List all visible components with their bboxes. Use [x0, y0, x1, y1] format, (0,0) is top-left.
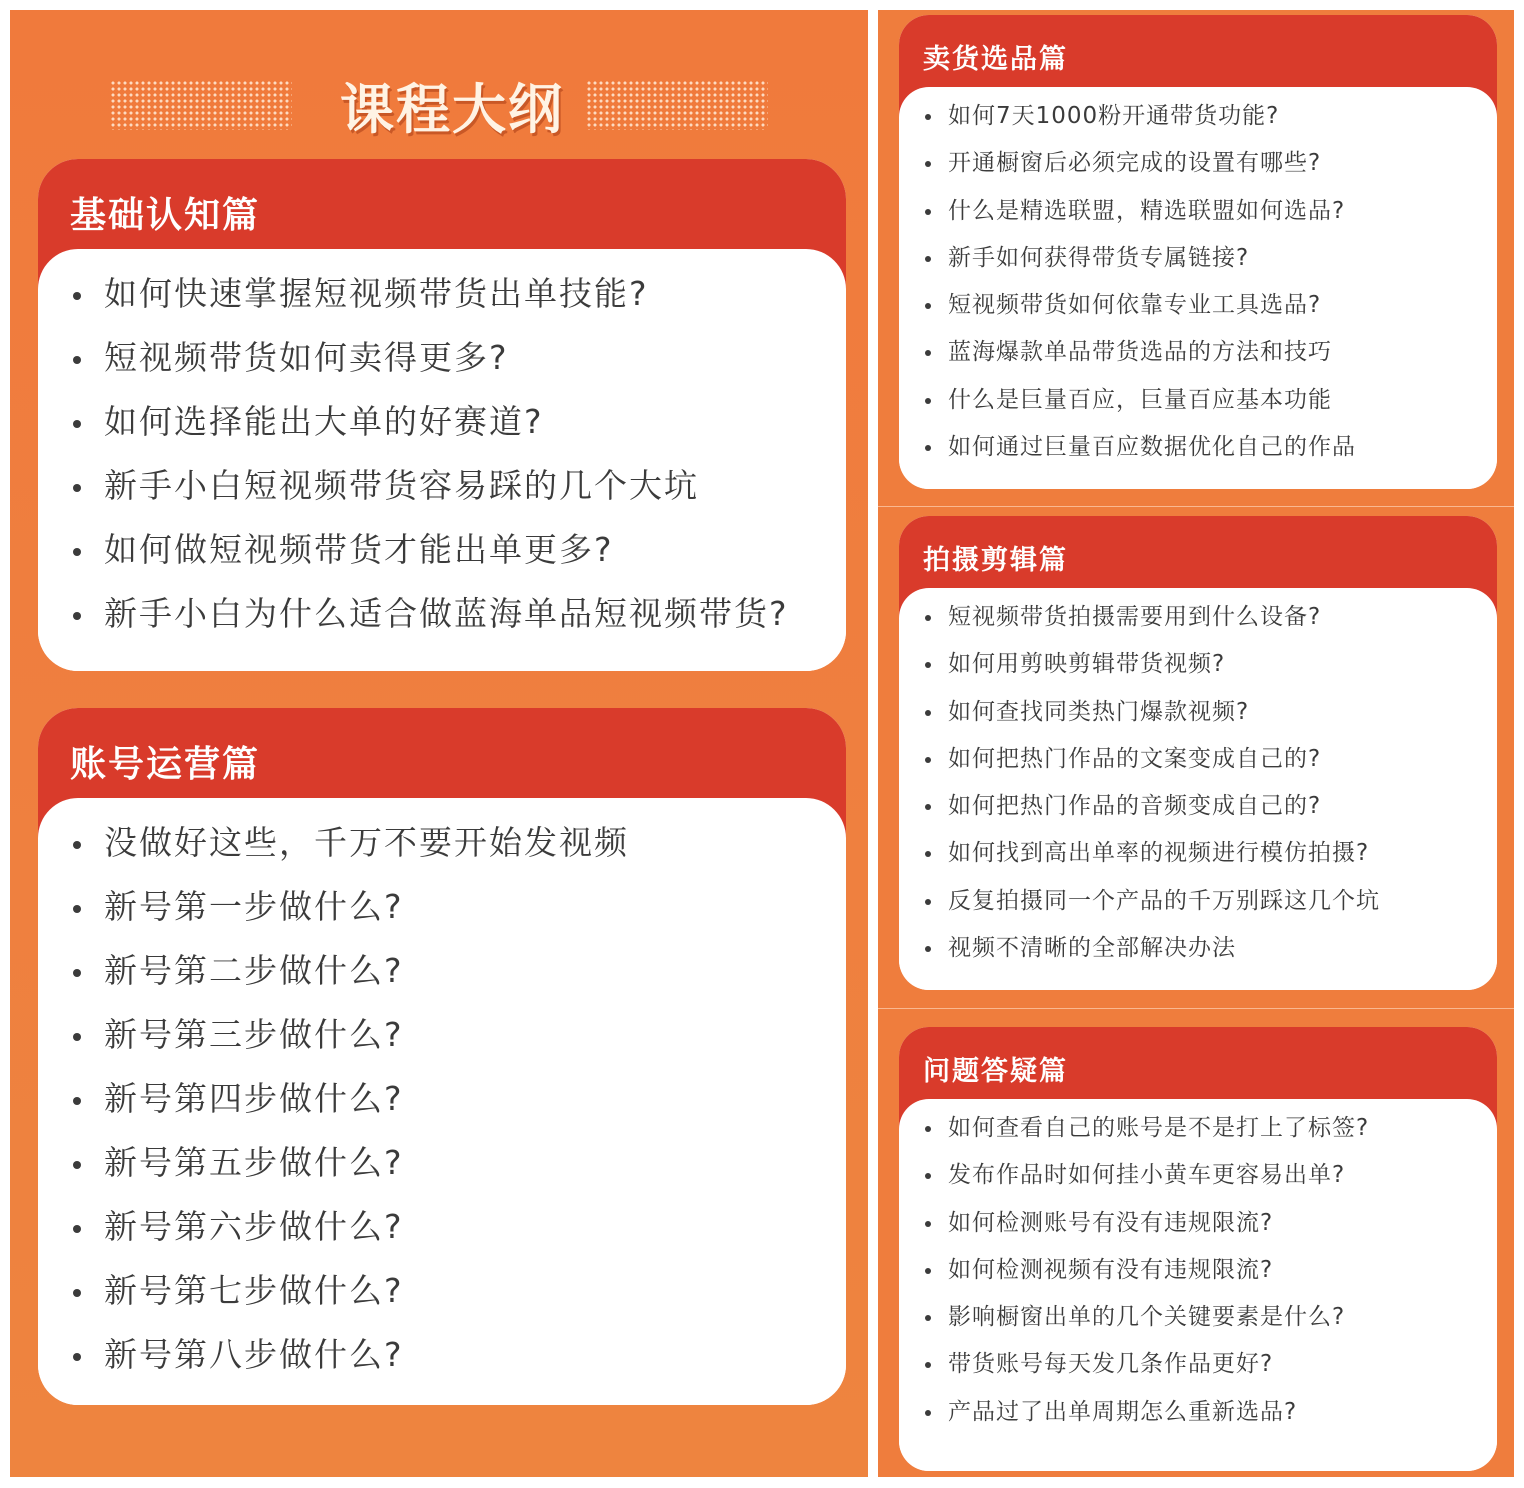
- list-item: [38, 262, 846, 326]
- bullet-icon: [73, 905, 81, 913]
- list-item-text: 如何检测视频有没有违规限流?: [948, 1256, 1274, 1283]
- list-item-text: 如何通过巨量百应数据优化自己的作品: [948, 434, 1356, 461]
- list-item: [38, 811, 846, 875]
- list-item: [899, 925, 1497, 972]
- list-item-text: 新号第一步做什么?: [104, 887, 404, 926]
- bullet-icon: [73, 1161, 81, 1169]
- list-item: [38, 1003, 846, 1067]
- section-account: [38, 708, 846, 1405]
- list-item-text: 产品过了出单周期怎么重新选品?: [948, 1398, 1298, 1425]
- list-item: [899, 1389, 1497, 1436]
- bullet-icon: [925, 615, 931, 621]
- bullet-icon: [925, 662, 931, 668]
- list-item-text: 新号第四步做什么?: [104, 1079, 404, 1118]
- list-item-text: 如何做短视频带货才能出单更多?: [104, 530, 614, 569]
- bullet-icon: [73, 484, 81, 492]
- list-item: [899, 689, 1497, 736]
- list-item-text: 如何查找同类热门爆款视频?: [948, 698, 1250, 725]
- list-item: [38, 454, 846, 518]
- bullet-icon: [925, 303, 931, 309]
- section-title: 拍摄剪辑篇: [923, 545, 1068, 576]
- list-item-text: 影响橱窗出单的几个关键要素是什么?: [948, 1304, 1346, 1331]
- section-basics: [38, 159, 846, 671]
- list-item-text: 新号第三步做什么?: [104, 1015, 404, 1054]
- bullet-icon: [925, 209, 931, 215]
- bullet-icon: [73, 1225, 81, 1233]
- list-item: [899, 878, 1497, 925]
- list-item-text: 新号第六步做什么?: [104, 1207, 404, 1246]
- list-item-text: 短视频带货如何卖得更多?: [104, 338, 509, 377]
- section-shooting: [899, 516, 1497, 990]
- item-list: [38, 262, 846, 646]
- bullet-icon: [73, 292, 81, 300]
- section-title: 账号运营篇: [70, 744, 261, 785]
- list-item-text: 如何用剪映剪辑带货视频?: [948, 651, 1226, 678]
- bullet-icon: [73, 1289, 81, 1297]
- list-item: [38, 939, 846, 1003]
- bullet-icon: [925, 946, 931, 952]
- list-item: [899, 1341, 1497, 1388]
- list-item: [899, 1294, 1497, 1341]
- list-item-text: 如何选择能出大单的好赛道?: [104, 402, 544, 441]
- bullet-icon: [925, 1221, 931, 1227]
- list-item-text: 发布作品时如何挂小黄车更容易出单?: [948, 1162, 1346, 1189]
- bullet-icon: [925, 757, 931, 763]
- section-body: [38, 798, 846, 1405]
- section-selection: [899, 15, 1497, 489]
- list-item-text: 如何找到高出单率的视频进行模仿拍摄?: [948, 840, 1370, 867]
- bullet-icon: [925, 350, 931, 356]
- list-item: [38, 518, 846, 582]
- list-item-text: 如何把热门作品的音频变成自己的?: [948, 793, 1322, 820]
- list-item-text: 开通橱窗后必须完成的设置有哪些?: [948, 150, 1322, 177]
- bullet-icon: [925, 1362, 931, 1368]
- bullet-icon: [925, 1268, 931, 1274]
- section-qa: [899, 1027, 1497, 1471]
- list-item: [899, 641, 1497, 688]
- bullet-icon: [73, 548, 81, 556]
- bullet-icon: [925, 1315, 931, 1321]
- list-item-text: 没做好这些，千万不要开始发视频: [104, 823, 629, 862]
- list-item: [38, 390, 846, 454]
- outline-title: 课程大纲: [340, 77, 564, 141]
- bullet-icon: [925, 804, 931, 810]
- list-item-text: 新手小白为什么适合做蓝海单品短视频带货?: [104, 594, 789, 633]
- list-item-text: 新号第五步做什么?: [104, 1143, 404, 1182]
- list-item: [38, 1195, 846, 1259]
- list-item-text: 新号第七步做什么?: [104, 1271, 404, 1310]
- list-item-text: 短视频带货如何依靠专业工具选品?: [948, 292, 1322, 319]
- list-item: [38, 1131, 846, 1195]
- bullet-icon: [925, 1410, 931, 1416]
- bullet-icon: [73, 1033, 81, 1041]
- bullet-icon: [925, 161, 931, 167]
- bullet-icon: [73, 841, 81, 849]
- list-item: [899, 1105, 1497, 1152]
- bullet-icon: [925, 899, 931, 905]
- list-item-text: 反复拍摄同一个产品的千万别踩这几个坑: [948, 887, 1380, 914]
- list-item: [38, 1323, 846, 1387]
- section-body: [38, 249, 846, 671]
- bullet-icon: [925, 445, 931, 451]
- list-item: [899, 424, 1497, 471]
- bullet-icon: [73, 356, 81, 364]
- bullet-icon: [73, 1097, 81, 1105]
- list-item-text: 新号第二步做什么?: [104, 951, 404, 990]
- list-item-text: 什么是精选联盟，精选联盟如何选品?: [948, 197, 1346, 224]
- bullet-icon: [925, 1173, 931, 1179]
- list-item-text: 如何快速掌握短视频带货出单技能?: [104, 274, 649, 313]
- bullet-icon: [925, 851, 931, 857]
- list-item: [38, 326, 846, 390]
- list-item: [899, 1152, 1497, 1199]
- list-item: [899, 1200, 1497, 1247]
- list-item: [899, 140, 1497, 187]
- list-item-text: 带货账号每天发几条作品更好?: [948, 1351, 1274, 1378]
- list-item: [899, 235, 1497, 282]
- list-item-text: 新手如何获得带货专属链接?: [948, 244, 1250, 271]
- list-item-text: 什么是巨量百应，巨量百应基本功能: [948, 386, 1332, 413]
- list-item-text: 蓝海爆款单品带货选品的方法和技巧: [948, 339, 1332, 366]
- list-item: [38, 875, 846, 939]
- item-list: [899, 93, 1497, 471]
- bullet-icon: [73, 969, 81, 977]
- section-title: 卖货选品篇: [923, 44, 1068, 75]
- bullet-icon: [73, 612, 81, 620]
- list-item: [38, 582, 846, 646]
- list-item: [899, 830, 1497, 877]
- list-item: [899, 377, 1497, 424]
- list-item: [899, 783, 1497, 830]
- bullet-icon: [73, 420, 81, 428]
- section-body: [899, 87, 1497, 489]
- list-item-text: 如何查看自己的账号是不是打上了标签?: [948, 1115, 1370, 1141]
- list-item: [899, 282, 1497, 329]
- section-body: [899, 1099, 1497, 1471]
- bullet-icon: [925, 114, 931, 120]
- section-title: 问题答疑篇: [923, 1056, 1068, 1087]
- section-title: 基础认知篇: [70, 195, 261, 236]
- list-item: [899, 188, 1497, 235]
- bullet-icon: [73, 1353, 81, 1361]
- list-item: [899, 1247, 1497, 1294]
- list-item-text: 如何把热门作品的文案变成自己的?: [948, 745, 1322, 772]
- list-item-text: 视频不清晰的全部解决办法: [948, 935, 1236, 962]
- list-item-text: 如何7天1000粉开通带货功能?: [948, 103, 1280, 129]
- list-item: [38, 1259, 846, 1323]
- list-item: [899, 736, 1497, 783]
- right-panel: [878, 10, 1514, 1477]
- list-item-text: 短视频带货拍摄需要用到什么设备?: [948, 604, 1322, 630]
- item-list: [899, 594, 1497, 972]
- bullet-icon: [925, 710, 931, 716]
- list-item: [899, 329, 1497, 376]
- list-item-text: 新号第八步做什么?: [104, 1335, 404, 1374]
- dot-pattern-left: [110, 80, 292, 130]
- outline-header: [10, 68, 868, 142]
- bullet-icon: [925, 1126, 931, 1132]
- bullet-icon: [925, 398, 931, 404]
- panel-divider: [878, 506, 1514, 507]
- item-list: [38, 811, 846, 1387]
- list-item: [38, 1067, 846, 1131]
- list-item: [899, 594, 1497, 641]
- left-panel: [10, 10, 868, 1477]
- section-body: [899, 588, 1497, 990]
- list-item-text: 如何检测账号有没有违规限流?: [948, 1209, 1274, 1236]
- list-item-text: 新手小白短视频带货容易踩的几个大坑: [104, 466, 699, 505]
- list-item: [899, 93, 1497, 140]
- bullet-icon: [925, 256, 931, 262]
- dot-pattern-right: [586, 80, 768, 130]
- panel-divider: [878, 1008, 1514, 1009]
- item-list: [899, 1105, 1497, 1436]
